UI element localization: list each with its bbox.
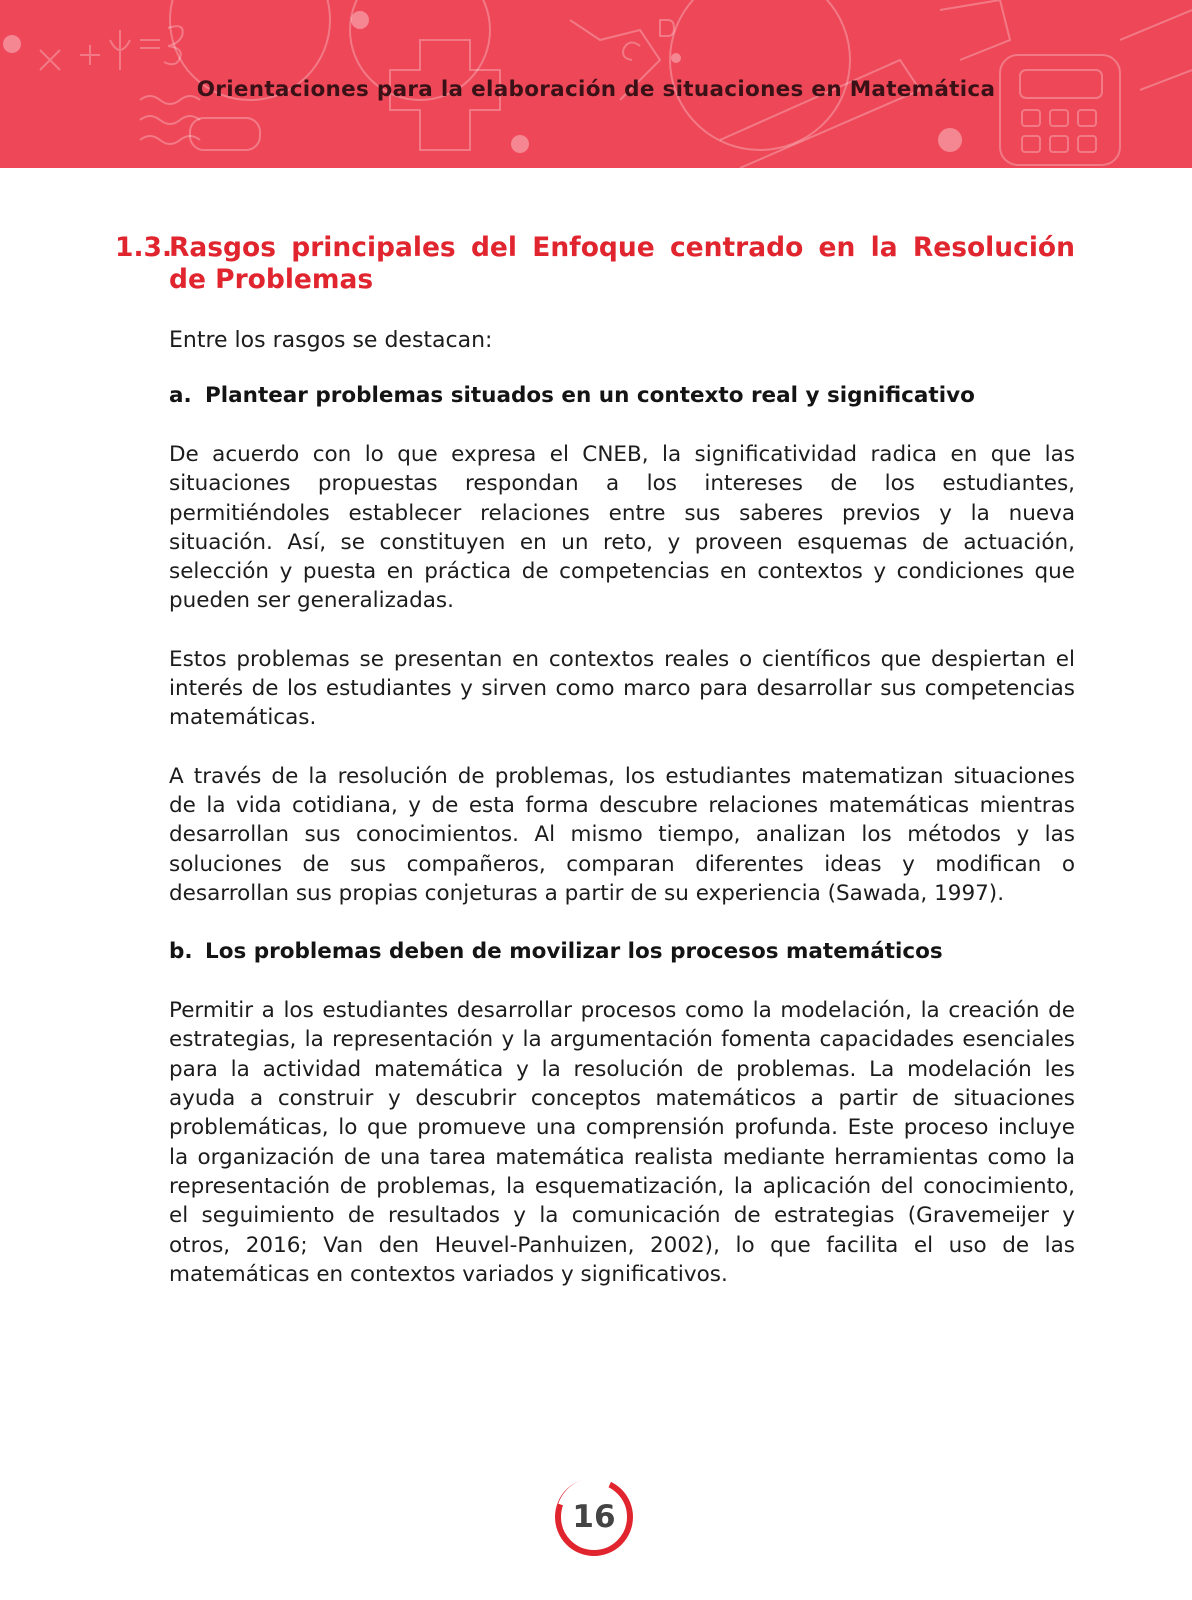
section-intro: Entre los rasgos se destacan: — [169, 328, 493, 353]
paragraph: Permitir a los estudiantes desarrollar procesos como la modelación, la creación de estrategias, la representación y la argumentación fomenta capacidades esenciales para la actividad matemática y la resolución de problemas. La modelación les ayuda a construir y descubrir conceptos matemáticos a partir de situaciones problemáticas, lo que promueve una comprensión profunda. Este proceso incluye la organización de una tarea matemática realista mediante herramientas como la representación de problemas, la esquematización, la aplicación del conocimiento, el seguimiento de resultados y la comunicación de estrategias (Gravemeijer y otros, 2016; Van den Heuvel-Panhuizen, 2002), lo que facilita el uso de las matemáticas en contextos variados y significativos. — [169, 998, 1075, 1287]
feature-title: Plantear problemas situados en un contexto real y significativo — [205, 383, 975, 408]
running-header-title: Orientaciones para la elaboración de situaciones en Matemática — [196, 77, 996, 102]
page-number-badge — [552, 1475, 636, 1559]
paragraph: A través de la resolución de problemas, los estudiantes matematizan situaciones de la vida cotidiana, y de esta forma descubre relaciones matemáticas mientras desarrollan sus conocimientos. Al mismo tiempo, analizan los métodos y las soluciones de sus compañeros, comparan diferentes ideas y modifican o desarrollan sus propias conjeturas a partir de su experiencia (Sawada, 1997). — [169, 763, 1075, 906]
feature-title: Los problemas deben de movilizar los procesos matemáticos — [205, 939, 943, 965]
feature-letter: a. — [169, 383, 192, 408]
paragraph: Estos problemas se presentan en contextos reales o científicos que despiertan el interés de los estudiantes y sirven como marco para desarrollar sus competencias matemáticas. — [169, 646, 1075, 731]
page-content — [115, 232, 1075, 1318]
feature-letter: b. — [169, 939, 193, 965]
page-header-band — [0, 0, 1192, 168]
feature-heading-a — [169, 381, 1075, 410]
page-number: 16 — [572, 1499, 616, 1535]
section-title: Rasgos principales del Enfoque centrado en la Resolución de Problemas — [169, 232, 1075, 295]
feature-heading-b — [169, 937, 1075, 966]
paragraph: De acuerdo con lo que expresa el CNEB, la significatividad radica en que las situaciones propuestas respondan a los intereses de los estudiantes, permitiéndoles establecer relaciones entre sus saberes previos y la nueva situación. Así, se constituyen en un reto, y proveen esquemas de actuación, selección y puesta en práctica de competencias en contextos y condiciones que pueden ser generalizadas. — [169, 442, 1075, 614]
section-heading — [115, 232, 1075, 296]
section-number: 1.3. — [115, 232, 173, 263]
